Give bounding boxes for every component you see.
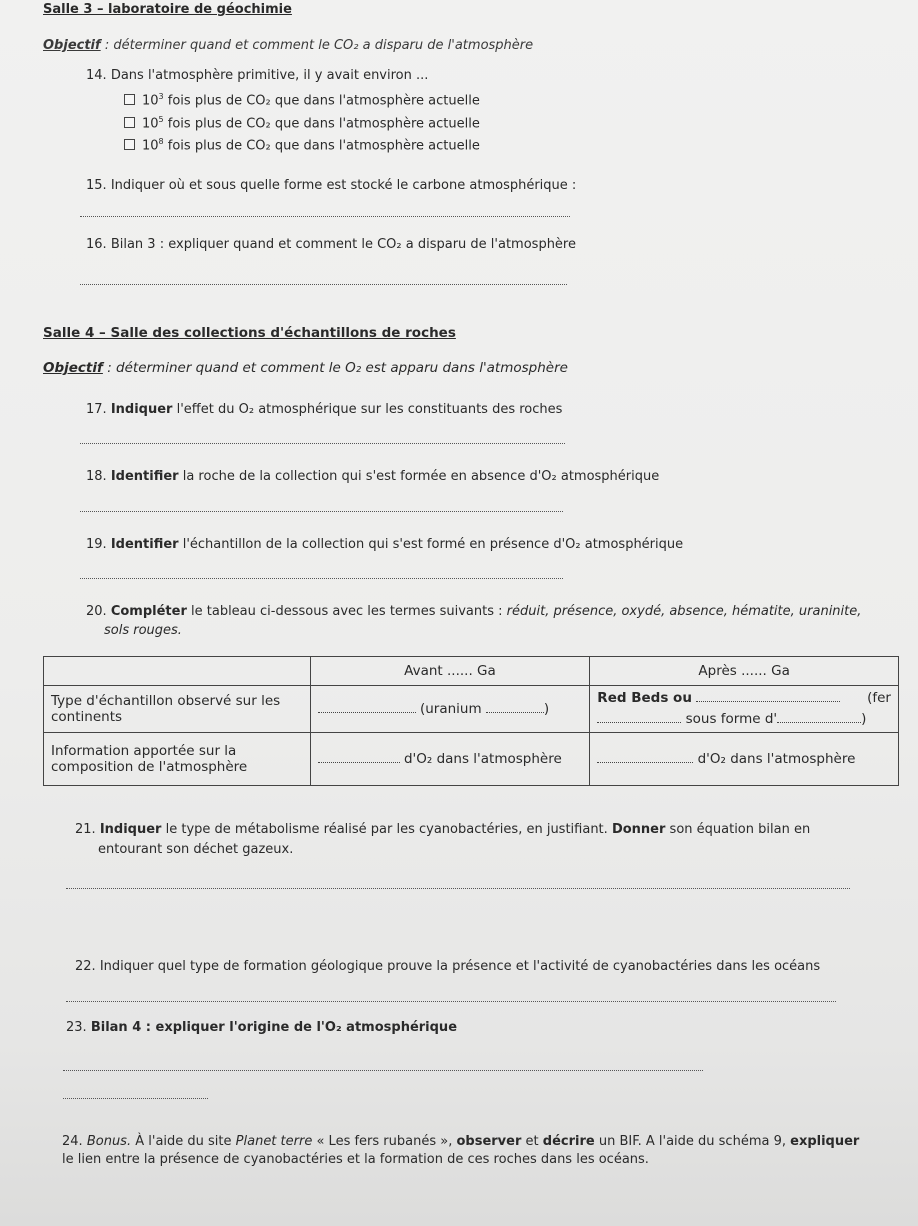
option-text: fois plus de CO₂ que dans l'atmosphère actuelle — [167, 116, 480, 132]
row2-label: Information apportée sur la composition de l'atmosphère — [44, 733, 311, 786]
checkbox[interactable] — [124, 94, 135, 105]
question-text: le tableau ci-dessous avec les termes suivants : — [191, 604, 503, 619]
bilan-label: Bilan 3 — [110, 237, 156, 252]
cell-text: sous forme d' — [685, 711, 778, 727]
objective-text: : déterminer quand et comment le CO₂ a disparu de l'atmosphère — [104, 38, 534, 53]
option-exp: 5 — [158, 115, 164, 124]
question-24 — [62, 1134, 859, 1149]
blank[interactable] — [318, 752, 400, 763]
cell-text: ) — [543, 701, 550, 717]
answer-line[interactable] — [80, 216, 570, 217]
question-number: 20. — [86, 604, 107, 619]
question-16 — [86, 237, 576, 252]
answer-line[interactable] — [63, 1070, 703, 1071]
question-number: 19. — [86, 537, 107, 552]
blank[interactable] — [597, 712, 681, 723]
cell-text: (uranium — [419, 701, 482, 717]
question-verb: Identifier — [110, 469, 179, 484]
row1-avant[interactable] — [310, 686, 590, 733]
question-text: et — [525, 1134, 539, 1149]
table-corner — [44, 657, 311, 686]
question-text: À l'aide du site — [135, 1134, 232, 1149]
question-19 — [86, 537, 683, 552]
question-number: 22. — [75, 959, 96, 974]
question-number: 21. — [75, 822, 96, 837]
completion-table — [43, 656, 899, 786]
question-verb: observer — [456, 1134, 522, 1149]
salle4-title: Salle 4 – Salle des collections d'échantillons de roches — [43, 325, 456, 341]
question-number: 24. — [62, 1134, 83, 1149]
question-22 — [75, 959, 820, 974]
row1-apres-line2 — [597, 709, 891, 730]
question-text: le type de métabolisme réalisé par les cyanobactéries, en justifiant. — [165, 822, 608, 837]
answer-line[interactable] — [80, 284, 567, 285]
option-exp: 8 — [158, 137, 164, 146]
salle3-title: Salle 3 – laboratoire de géochimie — [43, 2, 292, 17]
option-text: fois plus de CO₂ que dans l'atmosphère actuelle — [167, 93, 480, 109]
blank[interactable] — [597, 752, 693, 763]
salle4-objective — [43, 360, 568, 376]
question-verb: Indiquer — [99, 822, 162, 837]
question-text: : expliquer quand et comment le CO₂ a disparu de l'atmosphère — [159, 237, 576, 252]
question-text: Indiquer où et sous quelle forme est stocké le carbone atmosphérique : — [110, 178, 577, 193]
question-21-cont: entourant son déchet gazeux. — [98, 842, 294, 857]
option-14-a[interactable] — [124, 92, 480, 108]
header-apres: Après ...... Ga — [590, 657, 899, 686]
question-number: 15. — [86, 178, 107, 193]
question-17 — [86, 402, 562, 417]
salle3-objective — [43, 38, 533, 53]
option-base: 10 — [142, 116, 159, 132]
option-base: 10 — [142, 93, 159, 109]
row2-apres[interactable] — [590, 733, 899, 786]
cell-text: Red Beds ou — [597, 690, 692, 706]
blank[interactable] — [486, 702, 544, 713]
answer-line[interactable] — [80, 578, 563, 579]
question-text: un BIF. A l'aide du schéma 9, — [598, 1134, 786, 1149]
checkbox[interactable] — [124, 139, 135, 150]
objective-label: Objectif — [43, 360, 103, 376]
row1-label: Type d'échantillon observé sur les continents — [44, 686, 311, 733]
question-text: « Les fers rubanés », — [316, 1134, 453, 1149]
option-14-b[interactable] — [124, 115, 480, 131]
question-number: 17. — [86, 402, 107, 417]
question-21 — [75, 822, 810, 837]
question-14 — [86, 68, 428, 83]
answer-line[interactable] — [63, 1098, 208, 1099]
question-text: la roche de la collection qui s'est formée en absence d'O₂ atmosphérique — [182, 469, 660, 484]
blank[interactable] — [777, 712, 861, 723]
question-text: Bilan 4 : expliquer l'origine de l'O₂ atmosphérique — [90, 1020, 458, 1035]
row1-apres-line1 — [597, 688, 891, 709]
question-18 — [86, 469, 659, 484]
question-number: 14. — [86, 68, 107, 83]
option-14-c[interactable] — [124, 137, 480, 153]
question-verb: Identifier — [110, 537, 179, 552]
question-23 — [66, 1020, 457, 1035]
answer-line[interactable] — [80, 443, 565, 444]
cell-text: d'O₂ dans l'atmosphère — [697, 751, 856, 767]
question-number: 18. — [86, 469, 107, 484]
question-24-cont: le lien entre la présence de cyanobactéries et la formation de ces roches dans les océans. — [62, 1152, 649, 1167]
answer-line[interactable] — [80, 511, 563, 512]
blank[interactable] — [318, 702, 416, 713]
row2-avant[interactable] — [310, 733, 590, 786]
row1-apres[interactable] — [590, 686, 899, 733]
terms-list-cont: sols rouges. — [104, 623, 182, 638]
question-15 — [86, 178, 576, 193]
question-text: l'effet du O₂ atmosphérique sur les constituants des roches — [176, 402, 563, 417]
question-verb: Indiquer — [110, 402, 173, 417]
answer-line[interactable] — [66, 888, 850, 889]
bonus-label: Bonus. — [86, 1134, 132, 1149]
question-number: 16. — [86, 237, 107, 252]
blank[interactable] — [696, 691, 840, 702]
objective-text: : déterminer quand et comment le O₂ est apparu dans l'atmosphère — [107, 360, 568, 376]
terms-list: réduit, présence, oxydé, absence, hématite, uraninite, — [506, 604, 862, 619]
checkbox[interactable] — [124, 117, 135, 128]
question-text: l'échantillon de la collection qui s'est formé en présence d'O₂ atmosphérique — [182, 537, 684, 552]
answer-line[interactable] — [66, 1001, 836, 1002]
objective-label: Objectif — [43, 38, 101, 53]
question-text: son équation bilan en — [669, 822, 811, 837]
option-text: fois plus de CO₂ que dans l'atmosphère actuelle — [167, 138, 480, 154]
header-avant: Avant ...... Ga — [310, 657, 590, 686]
question-verb: expliquer — [790, 1134, 860, 1149]
option-exp: 3 — [158, 92, 164, 101]
site-name: Planet terre — [235, 1134, 313, 1149]
cell-text: (fer — [867, 690, 891, 706]
question-verb: Donner — [611, 822, 666, 837]
question-text: Indiquer quel type de formation géologique prouve la présence et l'activité de cyanobactéries dans les océans — [99, 959, 821, 974]
question-20 — [86, 604, 861, 619]
cell-text: d'O₂ dans l'atmosphère — [403, 751, 562, 767]
cell-text: ) — [861, 711, 867, 727]
option-base: 10 — [142, 138, 159, 154]
question-number: 23. — [66, 1020, 87, 1035]
question-verb: Compléter — [110, 604, 187, 619]
question-text: Dans l'atmosphère primitive, il y avait environ ... — [110, 68, 429, 83]
question-verb: décrire — [542, 1134, 595, 1149]
